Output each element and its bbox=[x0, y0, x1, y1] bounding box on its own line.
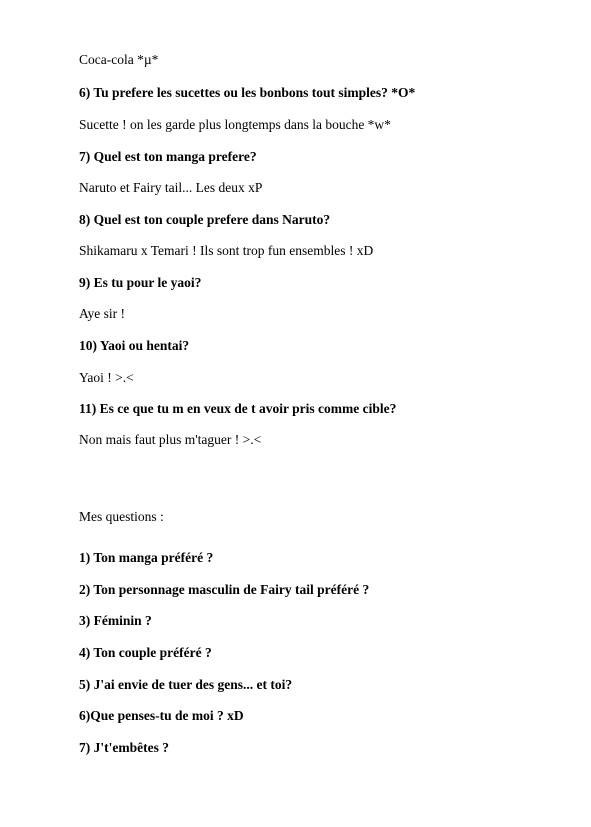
answer-text: Naruto et Fairy tail... Les deux xP bbox=[79, 180, 263, 195]
question-text: 10) Yaoi ou hentai? bbox=[79, 338, 190, 353]
answer-text: Non mais faut plus m'taguer ! >.< bbox=[79, 432, 262, 447]
question-text: 7) Quel est ton manga prefere? bbox=[79, 149, 257, 164]
answer-text: Coca-cola *µ* bbox=[79, 52, 159, 67]
my-question-item: 4) Ton couple préféré ? bbox=[79, 645, 212, 660]
my-question-item: 6)Que penses-tu de moi ? xD bbox=[79, 708, 244, 723]
answer-text: Shikamaru x Temari ! Ils sont trop fun ensembles ! xD bbox=[79, 243, 374, 258]
answer-text: Yaoi ! >.< bbox=[79, 370, 134, 385]
answer-text: Sucette ! on les garde plus longtemps dans la bouche *w* bbox=[79, 117, 391, 132]
my-question-item: 3) Féminin ? bbox=[79, 613, 152, 628]
question-text: 8) Quel est ton couple prefere dans Naruto? bbox=[79, 212, 331, 227]
my-question-item: 5) J'ai envie de tuer des gens... et toi? bbox=[79, 677, 293, 692]
my-question-item: 2) Ton personnage masculin de Fairy tail préféré ? bbox=[79, 582, 370, 597]
my-question-item: 1) Ton manga préféré ? bbox=[79, 550, 214, 565]
question-text: 11) Es ce que tu m en veux de t avoir pris comme cible? bbox=[79, 401, 397, 416]
my-questions-heading: Mes questions : bbox=[79, 509, 164, 524]
answer-text: Aye sir ! bbox=[79, 306, 125, 321]
my-question-item: 7) J't'embêtes ? bbox=[79, 740, 169, 755]
question-text: 6) Tu prefere les sucettes ou les bonbons tout simples? *O* bbox=[79, 85, 416, 100]
question-text: 9) Es tu pour le yaoi? bbox=[79, 275, 202, 290]
